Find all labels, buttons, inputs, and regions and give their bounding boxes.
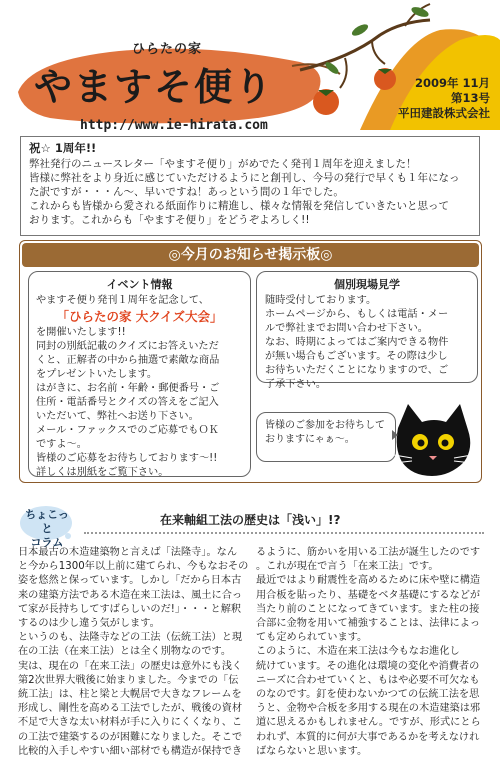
column-line: 続けています。その進化は環境の変化や消費者の: [256, 660, 480, 672]
event-line: はがきに、お名前・年齢・郵便番号・ご: [36, 383, 220, 394]
event-line: やますそ便り発刊１周年を記念して、: [36, 295, 209, 306]
column-line: の工法で建築するのが困難になりました。そこで: [18, 731, 243, 743]
column-line: われず、本質的に何が大事であるかを考えなけれ: [256, 731, 480, 743]
column-line: 形成し、剛性を高める工法でしたが、戦後の資材: [18, 703, 243, 715]
black-cat-icon: [392, 400, 476, 480]
cat-speech-line: おりますにゃぁ〜。: [265, 434, 355, 445]
event-line: をプレゼントいたします。: [36, 369, 158, 380]
column-line: 合部に金物を用いて補強することは、法律によっ: [256, 618, 481, 630]
column-title: 在来軸組工法の歴史は「浅い」!?: [160, 513, 341, 527]
column-line: と今から1300年以上前に建てられ、今もなおその: [18, 561, 249, 573]
event-line: くと、正解者の中から抽選で素敵な商品: [36, 355, 220, 366]
cat-speech-line: 皆様のご参加をお待ちして: [265, 420, 385, 431]
column-line: 在の工法（在来工法）とは全く別物なのです。: [18, 646, 232, 658]
column-line: 第2次世界大戦後に始まりました。今までの「伝: [18, 674, 239, 686]
anniversary-heading: 祝☆ 1周年!!: [29, 141, 97, 155]
site-tour-line: 了承下さい。: [265, 379, 327, 390]
site-tour-line: 随時受付しております。: [265, 295, 377, 306]
anniversary-line: た訳ですが・・・ん〜、早いですね！あっという間の１年でした。: [29, 186, 344, 198]
column-line: 道に思えるかもしれません。ですが、形式にとら: [256, 717, 481, 729]
column-line: というのも、法隆寺などの工法（伝統工法）と現: [18, 632, 243, 644]
column-line: 姿を悠然と保っています。しかし「だから日本古: [18, 575, 242, 587]
bubble-tail: [392, 430, 398, 440]
anniversary-line: これからも皆様から愛される紙面作りに精進し、様々な情報を発信していきたいと思って: [29, 200, 449, 212]
column-line: 不足で大きな太い材料が手に入りにくくなり、こ: [18, 717, 243, 729]
event-line: 同封の別紙記載のクイズにお答えいただ: [36, 341, 219, 352]
column-text-right: [256, 546, 486, 759]
event-line: いただいて、弊社へお送り下さい。: [36, 411, 199, 422]
anniversary-line: おります。これからも「やますそ便り」をどうぞよろしく!!: [29, 214, 310, 226]
column-badge-line: ちょこっと: [25, 508, 69, 535]
event-line: ですよ〜。: [36, 439, 87, 450]
event-line: メール・ファックスでのご応募でもＯＫ: [36, 425, 219, 436]
site-tour-line: ホームページから、もしくは電話・メー: [265, 309, 449, 320]
column-line: 用合板を貼ったり、基礎をベタ基礎にするなどが: [256, 589, 481, 601]
site-tour-title: 個別現場見学: [334, 278, 400, 291]
column-line: ニーズに合わせていくと、もはや必要不可欠なも: [256, 674, 480, 686]
event-line: 詳しくは別紙をご覧下さい。: [36, 467, 169, 478]
site-tour-line: ルで弊社までお問い合わせ下さい。: [265, 323, 428, 334]
newsletter-header: [0, 0, 500, 150]
quiz-event-name: 「ひらたの家 大クイズ大会」: [56, 309, 223, 324]
newsletter-kicker: ひらたの家: [132, 42, 203, 57]
column-text-left: [18, 546, 249, 759]
event-title: イベント情報: [106, 278, 173, 291]
site-tour-box: [256, 271, 478, 390]
website-url[interactable]: http://www.ie-hirata.com: [80, 118, 268, 133]
column-line: 日本最古の木造建築物と言えば「法隆寺」。なん: [18, 547, 238, 558]
column-line: うと、金物や合板を多用する現在の木造建築は邪: [256, 703, 481, 715]
column-line: するのは少し違う気がします。: [18, 618, 160, 630]
site-tour-line: なお、時期によってはご案内できる物件: [265, 337, 449, 348]
column-line: 当たり前のことになってきています。また柱の接: [256, 603, 480, 615]
anniversary-box: [20, 136, 480, 236]
newsletter-title: やますそ便り: [34, 65, 275, 109]
column-badge-line: コラム: [30, 536, 64, 549]
column-line: るように、筋かいを用いる工法が誕生したのです: [256, 547, 481, 558]
site-tour-line: が無い場合もございます。その際は少し: [265, 351, 448, 362]
column-line: 比較的入手しやすい細い部材でも構造が保持でき: [18, 745, 243, 757]
event-info-box: [28, 271, 251, 477]
anniversary-line: 弊社発行のニュースレター「やますそ便り」がめでたく発刊１周年を迎えました！: [29, 158, 417, 170]
column-line: このように、木造在来工法は今もなお進化し: [256, 646, 460, 658]
column-line: 来の建築方法である木造在来工法は、風土に合っ: [18, 589, 243, 601]
issue-number: 第13号: [450, 91, 490, 105]
column-line: 実は、現在の「在来工法」の歴史は意外にも浅く: [18, 660, 243, 672]
issue-info: [378, 76, 490, 121]
column-line: て家が長持ちしてすばらしいのだ!」・・・と解釈: [18, 603, 242, 615]
site-tour-line: お待ちいただくことになりますので、ご: [265, 365, 449, 376]
persimmon-icon: [313, 89, 339, 115]
anniversary-line: 皆様に弊社をより身近に感じていただけるようにと創刊し、今号の発行で早くも１年になっ: [29, 172, 460, 184]
event-line: 住所・電話番号とクイズの答えをご記入: [36, 397, 219, 408]
column-line: 最近ではより耐震性を高めるために床や壁に構造: [256, 575, 481, 587]
cat-speech-bubble: [256, 412, 396, 462]
column-line: 統工法」は、柱と梁と大幌居で大きなフレームを: [18, 689, 242, 701]
column-line: のなのです。釘を使わないかつての伝統工法を思: [256, 689, 480, 701]
column-line: ても定められています。: [256, 632, 368, 644]
column-divider: [84, 532, 484, 536]
company-name: 平田建設株式会社: [398, 106, 490, 120]
event-line: を開催いたします!!: [36, 327, 126, 338]
column-badge: [22, 508, 72, 550]
bulletin-board-title: ◎今月のお知らせ掲示板◎: [22, 243, 479, 267]
column-line: 。これが現在で言う「在来工法」です。: [256, 561, 439, 573]
column-line: ばならないと思います。: [256, 745, 368, 757]
issue-date: 2009年 11月: [414, 76, 490, 90]
event-line: 皆様のご応募をお待ちしております〜!!: [36, 453, 218, 464]
